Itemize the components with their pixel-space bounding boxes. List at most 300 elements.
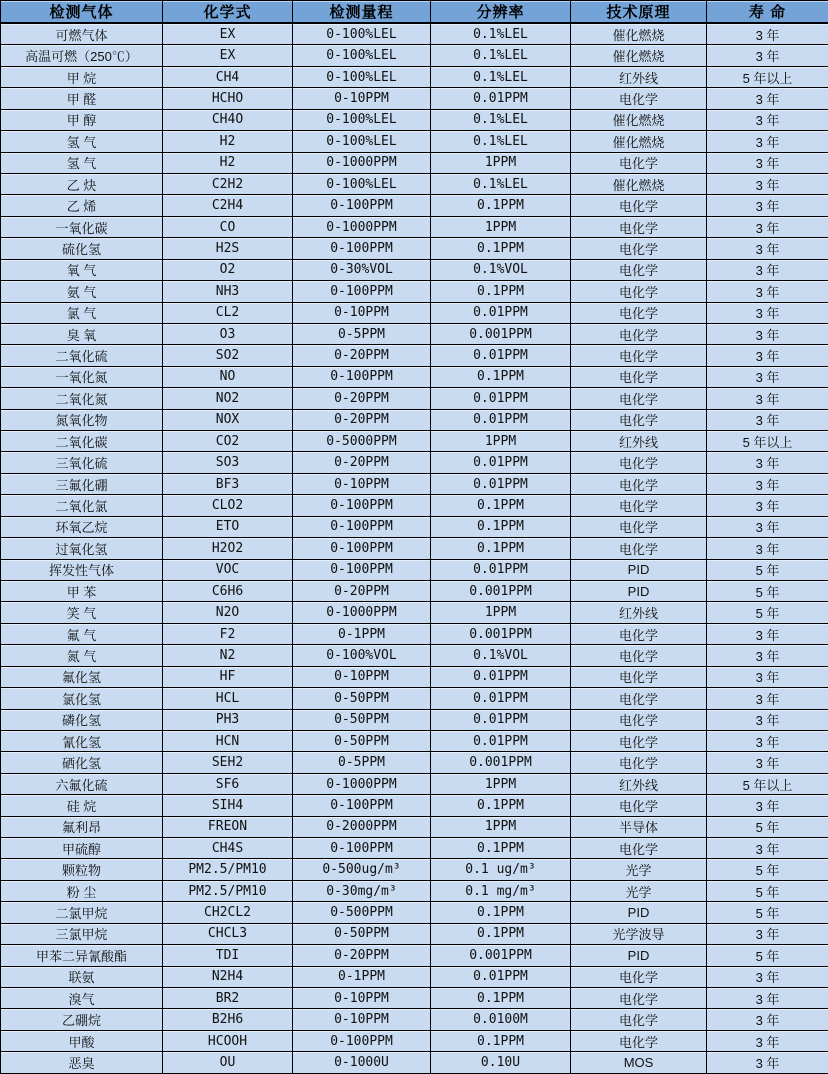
table-row [1,880,828,901]
cell-lifespan: 3 年 [707,1030,828,1051]
cell-resolution: 0.01PPM [431,345,571,366]
cell-technical-principle: 光学波导 [571,923,707,944]
cell-technical-principle: 光学 [571,859,707,880]
cell-chemical-formula: O2 [163,259,293,280]
table-row [1,623,828,644]
cell-gas-name: 氧 气 [1,259,163,280]
cell-lifespan: 3 年 [707,495,828,516]
cell-detection-range: 0-100PPM [293,838,431,859]
cell-technical-principle: 电化学 [571,795,707,816]
cell-lifespan: 3 年 [707,752,828,773]
cell-detection-range: 0-1000U [293,1052,431,1074]
table-header [1,1,828,24]
table-row [1,388,828,409]
cell-gas-name: 恶臭 [1,1052,163,1074]
table-row [1,495,828,516]
cell-lifespan: 3 年 [707,216,828,237]
cell-resolution: 0.1 ug/m³ [431,859,571,880]
cell-resolution: 0.1PPM [431,838,571,859]
cell-chemical-formula: N2H4 [163,966,293,987]
cell-gas-name: 甲苯二异氰酸酯 [1,945,163,966]
table-row [1,409,828,430]
table-row [1,645,828,666]
cell-lifespan: 3 年 [707,345,828,366]
cell-chemical-formula: N2O [163,602,293,623]
cell-resolution: 0.1%LEL [431,173,571,194]
cell-detection-range: 0-100PPM [293,516,431,537]
table-row [1,173,828,194]
cell-lifespan: 3 年 [707,388,828,409]
cell-technical-principle: 电化学 [571,645,707,666]
cell-gas-name: 二氯甲烷 [1,902,163,923]
table-row [1,238,828,259]
cell-lifespan: 5 年 [707,816,828,837]
cell-resolution: 1PPM [431,216,571,237]
cell-chemical-formula: HF [163,666,293,687]
cell-detection-range: 0-100PPM [293,795,431,816]
cell-gas-name: 乙硼烷 [1,1009,163,1030]
cell-technical-principle: PID [571,581,707,602]
cell-chemical-formula: PM2.5/PM10 [163,859,293,880]
cell-lifespan: 5 年以上 [707,66,828,87]
cell-technical-principle: 电化学 [571,259,707,280]
cell-chemical-formula: CL2 [163,302,293,323]
cell-lifespan: 3 年 [707,452,828,473]
cell-resolution: 0.10U [431,1052,571,1074]
cell-detection-range: 0-1PPM [293,623,431,644]
cell-technical-principle: 电化学 [571,323,707,344]
cell-detection-range: 0-100%VOL [293,645,431,666]
cell-gas-name: 甲硫醇 [1,838,163,859]
cell-chemical-formula: PH3 [163,709,293,730]
table-row [1,945,828,966]
cell-gas-name: 硫化氢 [1,238,163,259]
cell-lifespan: 3 年 [707,538,828,559]
cell-detection-range: 0-50PPM [293,923,431,944]
cell-resolution: 0.1PPM [431,1030,571,1051]
cell-gas-name: 臭 氧 [1,323,163,344]
cell-technical-principle: 电化学 [571,1030,707,1051]
cell-resolution: 0.001PPM [431,752,571,773]
cell-detection-range: 0-20PPM [293,945,431,966]
cell-lifespan: 3 年 [707,131,828,152]
cell-chemical-formula: CO2 [163,431,293,452]
cell-lifespan: 3 年 [707,966,828,987]
table-row [1,131,828,152]
cell-technical-principle: 电化学 [571,366,707,387]
cell-gas-name: 三氯甲烷 [1,923,163,944]
cell-gas-name: 一氧化碳 [1,216,163,237]
cell-resolution: 0.1%VOL [431,259,571,280]
cell-detection-range: 0-10PPM [293,302,431,323]
cell-chemical-formula: NO [163,366,293,387]
cell-lifespan: 3 年 [707,795,828,816]
cell-technical-principle: PID [571,902,707,923]
cell-resolution: 0.01PPM [431,559,571,580]
table-row [1,559,828,580]
cell-lifespan: 3 年 [707,473,828,494]
cell-detection-range: 0-30%VOL [293,259,431,280]
cell-lifespan: 3 年 [707,302,828,323]
table-row [1,688,828,709]
cell-technical-principle: 电化学 [571,473,707,494]
cell-chemical-formula: BF3 [163,473,293,494]
cell-detection-range: 0-50PPM [293,730,431,751]
cell-lifespan: 3 年 [707,988,828,1009]
table-row [1,1052,828,1074]
cell-technical-principle: 电化学 [571,238,707,259]
cell-chemical-formula: PM2.5/PM10 [163,880,293,901]
cell-gas-name: 颗粒物 [1,859,163,880]
cell-technical-principle: 电化学 [571,88,707,109]
cell-technical-principle: 电化学 [571,216,707,237]
cell-gas-name: 甲 苯 [1,581,163,602]
cell-gas-name: 氮 气 [1,645,163,666]
cell-lifespan: 3 年 [707,645,828,666]
cell-detection-range: 0-100PPM [293,1030,431,1051]
cell-resolution: 0.1PPM [431,238,571,259]
cell-chemical-formula: H2 [163,152,293,173]
cell-gas-name: 环氧乙烷 [1,516,163,537]
cell-technical-principle: 半导体 [571,816,707,837]
cell-lifespan: 5 年 [707,859,828,880]
cell-lifespan: 5 年 [707,581,828,602]
cell-technical-principle: 电化学 [571,988,707,1009]
cell-lifespan: 3 年 [707,730,828,751]
cell-technical-principle: PID [571,559,707,580]
table-row [1,323,828,344]
cell-resolution: 0.1%VOL [431,645,571,666]
cell-technical-principle: 电化学 [571,730,707,751]
column-header-resolution: 分辨率 [431,1,571,24]
cell-resolution: 0.1PPM [431,988,571,1009]
table-row [1,1030,828,1051]
cell-technical-principle: 电化学 [571,838,707,859]
table-row [1,216,828,237]
table-row [1,923,828,944]
cell-technical-principle: 电化学 [571,388,707,409]
cell-gas-name: 氯 气 [1,302,163,323]
cell-chemical-formula: HCN [163,730,293,751]
cell-technical-principle: 催化燃烧 [571,131,707,152]
cell-gas-name: 高温可燃（250℃） [1,45,163,66]
cell-gas-name: 挥发性气体 [1,559,163,580]
cell-lifespan: 5 年 [707,945,828,966]
cell-detection-range: 0-5PPM [293,752,431,773]
cell-resolution: 0.1PPM [431,366,571,387]
cell-detection-range: 0-1PPM [293,966,431,987]
cell-chemical-formula: CH4O [163,109,293,130]
cell-technical-principle: 电化学 [571,1009,707,1030]
cell-detection-range: 0-50PPM [293,709,431,730]
table-row [1,838,828,859]
cell-technical-principle: 红外线 [571,773,707,794]
cell-gas-name: 氰化氢 [1,730,163,751]
column-header-lifespan: 寿 命 [707,1,828,24]
cell-chemical-formula: TDI [163,945,293,966]
cell-technical-principle: 电化学 [571,752,707,773]
cell-detection-range: 0-1000PPM [293,773,431,794]
cell-resolution: 0.1PPM [431,281,571,302]
cell-chemical-formula: OU [163,1052,293,1074]
table-row [1,109,828,130]
cell-detection-range: 0-1000PPM [293,216,431,237]
table-row [1,366,828,387]
cell-gas-name: 甲酸 [1,1030,163,1051]
table-row [1,730,828,751]
cell-chemical-formula: BR2 [163,988,293,1009]
cell-chemical-formula: EX [163,45,293,66]
cell-gas-name: 联氨 [1,966,163,987]
cell-resolution: 0.0100M [431,1009,571,1030]
cell-lifespan: 5 年 [707,559,828,580]
cell-lifespan: 3 年 [707,666,828,687]
cell-resolution: 0.1%LEL [431,131,571,152]
cell-technical-principle: 电化学 [571,538,707,559]
cell-resolution: 1PPM [431,773,571,794]
cell-detection-range: 0-100PPM [293,238,431,259]
cell-resolution: 0.1PPM [431,495,571,516]
cell-resolution: 0.1PPM [431,902,571,923]
cell-chemical-formula: ETO [163,516,293,537]
cell-lifespan: 3 年 [707,45,828,66]
table-row [1,966,828,987]
cell-detection-range: 0-100%LEL [293,131,431,152]
cell-detection-range: 0-100%LEL [293,66,431,87]
cell-resolution: 0.1PPM [431,923,571,944]
cell-resolution: 0.1%LEL [431,66,571,87]
cell-technical-principle: 光学 [571,880,707,901]
cell-resolution: 0.01PPM [431,709,571,730]
cell-detection-range: 0-100PPM [293,195,431,216]
table-row [1,988,828,1009]
cell-gas-name: 硅 烷 [1,795,163,816]
table-row [1,195,828,216]
table-row [1,152,828,173]
header-row [1,1,828,24]
cell-detection-range: 0-100%LEL [293,173,431,194]
table-row [1,773,828,794]
cell-resolution: 0.1 mg/m³ [431,880,571,901]
cell-lifespan: 3 年 [707,1052,828,1074]
cell-gas-name: 氢 气 [1,152,163,173]
table-body [1,23,828,1074]
cell-detection-range: 0-50PPM [293,688,431,709]
cell-chemical-formula: FREON [163,816,293,837]
cell-detection-range: 0-10PPM [293,666,431,687]
cell-technical-principle: 电化学 [571,709,707,730]
cell-chemical-formula: NOX [163,409,293,430]
cell-chemical-formula: SF6 [163,773,293,794]
table-row [1,259,828,280]
cell-gas-name: 二氧化碳 [1,431,163,452]
cell-chemical-formula: SIH4 [163,795,293,816]
cell-technical-principle: 电化学 [571,966,707,987]
cell-lifespan: 3 年 [707,623,828,644]
cell-detection-range: 0-500PPM [293,902,431,923]
cell-lifespan: 3 年 [707,109,828,130]
cell-chemical-formula: NH3 [163,281,293,302]
cell-gas-name: 乙 烯 [1,195,163,216]
cell-resolution: 1PPM [431,816,571,837]
cell-gas-name: 一氧化氮 [1,366,163,387]
cell-resolution: 0.001PPM [431,581,571,602]
cell-detection-range: 0-20PPM [293,452,431,473]
cell-gas-name: 过氧化氢 [1,538,163,559]
cell-detection-range: 0-2000PPM [293,816,431,837]
cell-technical-principle: 催化燃烧 [571,173,707,194]
cell-resolution: 0.01PPM [431,88,571,109]
cell-detection-range: 0-10PPM [293,1009,431,1030]
cell-resolution: 0.01PPM [431,388,571,409]
cell-technical-principle: PID [571,945,707,966]
cell-technical-principle: 电化学 [571,302,707,323]
cell-detection-range: 0-100PPM [293,495,431,516]
cell-gas-name: 磷化氢 [1,709,163,730]
cell-detection-range: 0-20PPM [293,345,431,366]
cell-technical-principle: 红外线 [571,431,707,452]
cell-resolution: 1PPM [431,431,571,452]
table-row [1,452,828,473]
cell-lifespan: 3 年 [707,516,828,537]
cell-lifespan: 3 年 [707,409,828,430]
cell-resolution: 0.1PPM [431,538,571,559]
cell-lifespan: 3 年 [707,323,828,344]
cell-resolution: 0.001PPM [431,945,571,966]
cell-detection-range: 0-5000PPM [293,431,431,452]
cell-technical-principle: 电化学 [571,281,707,302]
table-row [1,795,828,816]
table-row [1,45,828,66]
cell-chemical-formula: CH2CL2 [163,902,293,923]
cell-gas-name: 二氧化硫 [1,345,163,366]
cell-technical-principle: 电化学 [571,152,707,173]
cell-resolution: 0.1PPM [431,795,571,816]
cell-technical-principle: 催化燃烧 [571,45,707,66]
cell-chemical-formula: HCOOH [163,1030,293,1051]
cell-resolution: 0.01PPM [431,452,571,473]
cell-resolution: 0.01PPM [431,966,571,987]
cell-gas-name: 溴气 [1,988,163,1009]
cell-technical-principle: 催化燃烧 [571,109,707,130]
cell-lifespan: 3 年 [707,152,828,173]
cell-detection-range: 0-100%LEL [293,45,431,66]
cell-resolution: 0.1%LEL [431,109,571,130]
column-header-range: 检测量程 [293,1,431,24]
cell-detection-range: 0-100PPM [293,366,431,387]
cell-gas-name: 二氧化氮 [1,388,163,409]
table-row [1,281,828,302]
cell-chemical-formula: CLO2 [163,495,293,516]
cell-chemical-formula: VOC [163,559,293,580]
cell-lifespan: 3 年 [707,366,828,387]
cell-detection-range: 0-20PPM [293,388,431,409]
cell-detection-range: 0-30mg/m³ [293,880,431,901]
cell-resolution: 0.01PPM [431,666,571,687]
cell-chemical-formula: SO3 [163,452,293,473]
column-header-principle: 技术原理 [571,1,707,24]
cell-lifespan: 3 年 [707,88,828,109]
cell-chemical-formula: SO2 [163,345,293,366]
cell-chemical-formula: N2 [163,645,293,666]
cell-chemical-formula: CHCL3 [163,923,293,944]
cell-chemical-formula: NO2 [163,388,293,409]
cell-resolution: 0.01PPM [431,730,571,751]
cell-gas-name: 甲 醛 [1,88,163,109]
cell-technical-principle: 红外线 [571,66,707,87]
cell-lifespan: 5 年 [707,902,828,923]
cell-lifespan: 3 年 [707,238,828,259]
cell-chemical-formula: EX [163,23,293,45]
cell-lifespan: 3 年 [707,709,828,730]
table-row [1,902,828,923]
cell-technical-principle: 电化学 [571,452,707,473]
cell-gas-name: 可燃气体 [1,23,163,45]
table-row [1,709,828,730]
table-row [1,88,828,109]
cell-technical-principle: 电化学 [571,688,707,709]
cell-detection-range: 0-10PPM [293,988,431,1009]
cell-detection-range: 0-500ug/m³ [293,859,431,880]
cell-gas-name: 乙 炔 [1,173,163,194]
cell-detection-range: 0-5PPM [293,323,431,344]
table-row [1,473,828,494]
cell-gas-name: 甲 醇 [1,109,163,130]
cell-lifespan: 3 年 [707,195,828,216]
cell-resolution: 0.1PPM [431,195,571,216]
cell-lifespan: 3 年 [707,259,828,280]
cell-lifespan: 5 年以上 [707,773,828,794]
cell-gas-name: 氢 气 [1,131,163,152]
cell-gas-name: 三氧化硫 [1,452,163,473]
cell-chemical-formula: C2H2 [163,173,293,194]
cell-lifespan: 5 年 [707,880,828,901]
cell-gas-name: 三氟化硼 [1,473,163,494]
cell-lifespan: 3 年 [707,923,828,944]
cell-lifespan: 3 年 [707,23,828,45]
cell-gas-name: 氯化氢 [1,688,163,709]
table-row [1,816,828,837]
table-row [1,66,828,87]
column-header-gas: 检测气体 [1,1,163,24]
cell-technical-principle: 电化学 [571,345,707,366]
cell-lifespan: 3 年 [707,688,828,709]
cell-technical-principle: MOS [571,1052,707,1074]
cell-resolution: 0.001PPM [431,623,571,644]
cell-chemical-formula: HCHO [163,88,293,109]
cell-chemical-formula: CO [163,216,293,237]
cell-technical-principle: 红外线 [571,602,707,623]
cell-resolution: 0.01PPM [431,688,571,709]
cell-lifespan: 3 年 [707,838,828,859]
cell-gas-name: 甲 烷 [1,66,163,87]
cell-chemical-formula: B2H6 [163,1009,293,1030]
table-row [1,345,828,366]
table-row [1,431,828,452]
cell-detection-range: 0-10PPM [293,473,431,494]
cell-resolution: 0.1%LEL [431,23,571,45]
cell-resolution: 1PPM [431,602,571,623]
cell-detection-range: 0-10PPM [293,88,431,109]
cell-detection-range: 0-20PPM [293,409,431,430]
table-row [1,752,828,773]
table-row [1,23,828,45]
cell-detection-range: 0-100%LEL [293,109,431,130]
table-row [1,302,828,323]
cell-lifespan: 3 年 [707,1009,828,1030]
cell-chemical-formula: O3 [163,323,293,344]
cell-gas-name: 笑 气 [1,602,163,623]
